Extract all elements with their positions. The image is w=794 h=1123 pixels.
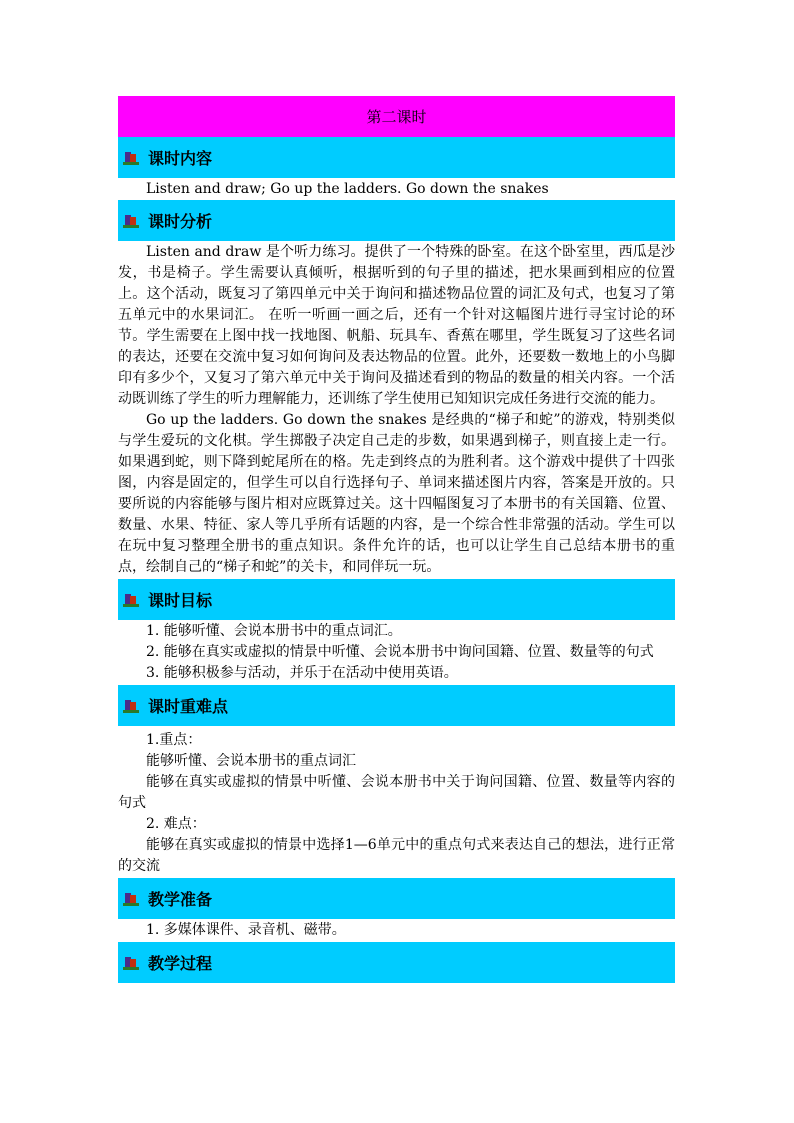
section-header xyxy=(118,137,675,178)
section-heading: 课时目标 xyxy=(148,591,213,610)
section-heading: 课时重难点 xyxy=(148,697,229,716)
paragraph: 1. 多媒体课件、录音机、磁带。 xyxy=(146,922,346,938)
paragraph: 能够听懂、会说本册书的重点词汇 xyxy=(146,753,356,769)
books-icon xyxy=(122,214,140,228)
paragraph: Listen and draw 是个听力练习。提供了一个特殊的卧室。在这个卧室里，西瓜是沙发，书是椅子。学生需要认真倾听，根据听到的句子里的描述，把水果画到相应的位置上。这个活动，既复习了第四单元中关于询问和描述物品位置的词汇及句式，也复习了第五单元中的水果词汇。 在听一听画一画之后，还有一个针对这幅图片进行寻宝讨论的环节。学生需要在上图中找一找地图、帆船、玩具车、香蕉在哪里，学生既复习了这些名词的表达，还要在交流中复习如何询问及表达物品的位置。此外，还要数一数地上的小鸟脚印有多少个，又复习了第六单元中关于询问及描述看到的物品的数量的相关内容。一个活动既训练了学生的听力理解能力，还训练了学生使用已知知识完成任务进行交流的能力。 xyxy=(118,244,675,407)
section-heading: 课时分析 xyxy=(148,212,213,231)
books-icon xyxy=(122,956,140,970)
section-content xyxy=(118,620,675,685)
section-header xyxy=(118,878,675,919)
section-heading: 教学准备 xyxy=(148,890,213,909)
books-icon xyxy=(122,593,140,607)
section-header xyxy=(118,685,675,726)
section-content xyxy=(118,726,675,878)
lesson-title-bar xyxy=(118,96,675,137)
books-icon xyxy=(122,699,140,713)
section-content xyxy=(118,919,675,942)
section-content xyxy=(118,178,675,200)
paragraph: Go up the ladders. Go down the snakes 是经典的“梯子和蛇”的游戏，特别类似与学生爱玩的文化棋。学生掷骰子决定自己走的步数，如果遇到梯子，则直接上走一行。如果遇到蛇，则下降到蛇尾所在的格。先走到终点的为胜利者。这个游戏中提供了十四张图，内容是固定的，但学生可以自行选择句子、单词来描述图片内容，答案是开放的。只要所说的内容能够与图片相对应既算过关。这十四幅图复习了本册书的有关国籍、位置、数量、水果、特征、家人等几乎所有话题的内容，是一个综合性非常强的活动。学生可以在玩中复习整理全册书的重点知识。条件允许的话，也可以让学生自己总结本册书的重点，绘制自己的“梯子和蛇”的关卡，和同伴玩一玩。 xyxy=(118,412,675,575)
lesson-title: 第二课时 xyxy=(366,108,427,126)
paragraph: 1. 能够听懂、会说本册书中的重点词汇。 xyxy=(146,623,402,639)
section-content xyxy=(118,241,675,579)
section-header xyxy=(118,579,675,620)
section-heading: 课时内容 xyxy=(148,149,213,168)
books-icon xyxy=(122,151,140,165)
paragraph: 1.重点： xyxy=(146,732,202,748)
paragraph: 能够在真实或虚拟的情景中听懂、会说本册书中关于询问国籍、位置、数量等内容的句式 xyxy=(118,774,675,811)
section-header xyxy=(118,942,675,983)
paragraph: 能够在真实或虚拟的情景中选择1—6单元中的重点句式来表达自己的想法，进行正常的交流 xyxy=(118,837,675,874)
paragraph: 2. 能够在真实或虚拟的情景中听懂、会说本册书中询问国籍、位置、数量等的句式 xyxy=(146,644,654,660)
section-header xyxy=(118,200,675,241)
paragraph: Listen and draw; Go up the ladders. Go down the snakes xyxy=(146,181,549,197)
section-heading: 教学过程 xyxy=(148,954,213,973)
paragraph: 2. 难点： xyxy=(146,816,206,832)
document-body xyxy=(118,96,675,983)
books-icon xyxy=(122,892,140,906)
paragraph: 3. 能够积极参与活动，并乐于在活动中使用英语。 xyxy=(146,665,458,681)
